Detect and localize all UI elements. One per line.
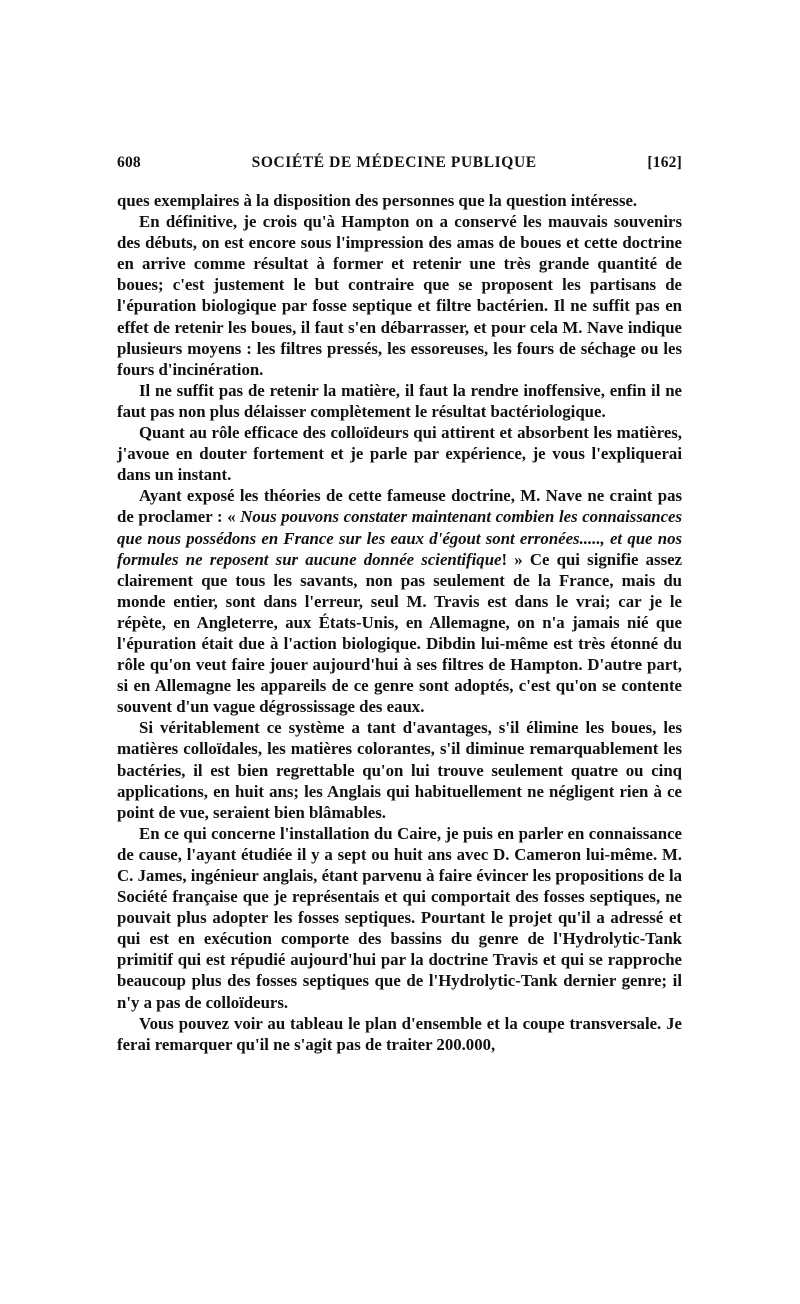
- paragraph: [117, 823, 682, 1013]
- paragraph: [117, 717, 682, 822]
- text-segment: Ayant exposé les théories de cette fameuse doctrine, M. Nave ne craint pas de proclamer : «: [117, 486, 682, 527]
- text-segment: Si véritablement ce système a tant d'avantages, s'il élimine les boues, les matières colloïdales, les matières colorantes, s'il diminue remarquablement les bactéries, il est bien regrettable qu'on lui trouve seulement quatre ou cinq applications, en huit ans; les Anglais qui habituellement ne négligent rien à ce point de vue, seraient bien blâmables.: [117, 718, 682, 822]
- body-text: [117, 190, 682, 1055]
- bracket-page-number: [162]: [647, 154, 682, 171]
- paragraph: [117, 1013, 682, 1055]
- text-segment: Il ne suffit pas de retenir la matière, il faut la rendre inoffensive, enfin il ne faut pas non plus délaisser complètement le résultat bactériologique.: [117, 380, 682, 421]
- page-number: 608: [117, 154, 141, 171]
- text-segment: Vous pouvez voir au tableau le plan d'ensemble et la coupe transversale. Je ferai remarquer qu'il ne s'agit pas de traiter 200.000,: [117, 1013, 682, 1054]
- text-segment: En définitive, je crois qu'à Hampton on a conservé les mauvais souvenirs des débuts, on est encore sous l'impression des amas de boues et cette doctrine en arrive comme résultat à former et retenir une très grande quantité de boues; c'est justement le but contraire que se proposent les partisans de l'épuration biologique par fosse septique et filtre bactérien. Il ne suffit pas en effet de retenir les boues, il faut s'en débarrasser, et pour cela M. Nave indique plusieurs moyens : les filtres pressés, les essoreuses, les fours de séchage ou les fours d'incinération.: [117, 212, 682, 379]
- paragraph: [117, 422, 682, 485]
- paragraph: [117, 190, 682, 211]
- paragraph: [117, 380, 682, 422]
- paragraph: [117, 485, 682, 717]
- running-head: [117, 154, 682, 180]
- italic-quotation: Nous pouvons constater maintenant combien les connaissances que nous possédons en France sur les eaux d'égout sont erronées....., et que nos formules ne reposent sur aucune donnée scientifique: [117, 507, 683, 569]
- text-segment: ! » Ce qui signifie assez clairement que tous les savants, non pas seulement de la France, mais du monde entier, sont dans l'erreur, seul M. Travis est dans le vrai; car je le répète, en Angleterre, aux États-Unis, en Allemagne, on n'a jamais nié que l'épuration était due à l'action biologique. Dibdin lui-même est très étonné du rôle qu'on veut faire jouer aujourd'hui à ses filtres de Hampton. D'autre part, si en Allemagne les appareils de ce genre sont adoptés, c'est qu'on se contente souvent d'un vague dégrossissage des eaux.: [117, 549, 683, 717]
- running-title: SOCIÉTÉ DE MÉDECINE PUBLIQUE: [251, 154, 537, 171]
- text-segment: En ce qui concerne l'installation du Caire, je puis en parler en connaissance de cause, l'ayant étudiée il y a sept ou huit ans avec D. Cameron lui-même. M. C. James, ingénieur anglais, étant parvenu à faire évincer les propositions de la Société française que je représentais et qui comportait des fosses septiques, ne pouvait plus adopter les fosses septiques. Pourtant le projet qu'il a adressé et qui est en exécution comporte des bassins du genre de l'Hydrolytic-Tank primitif qui est répudié aujourd'hui par la doctrine Travis et qui se rapproche beaucoup plus des fosses septiques que de l'Hydrolytic-Tank dernier genre; il n'y a pas de colloïdeurs.: [117, 823, 682, 1012]
- paragraph: [117, 211, 682, 380]
- text-segment: ques exemplaires à la disposition des personnes que la question intéresse.: [117, 191, 638, 210]
- book-page: [117, 154, 682, 1055]
- text-segment: Quant au rôle efficace des colloïdeurs qui attirent et absorbent les matières, j'avoue en douter fortement et je parle par expérience, je vous l'expliquerai dans un instant.: [117, 423, 682, 485]
